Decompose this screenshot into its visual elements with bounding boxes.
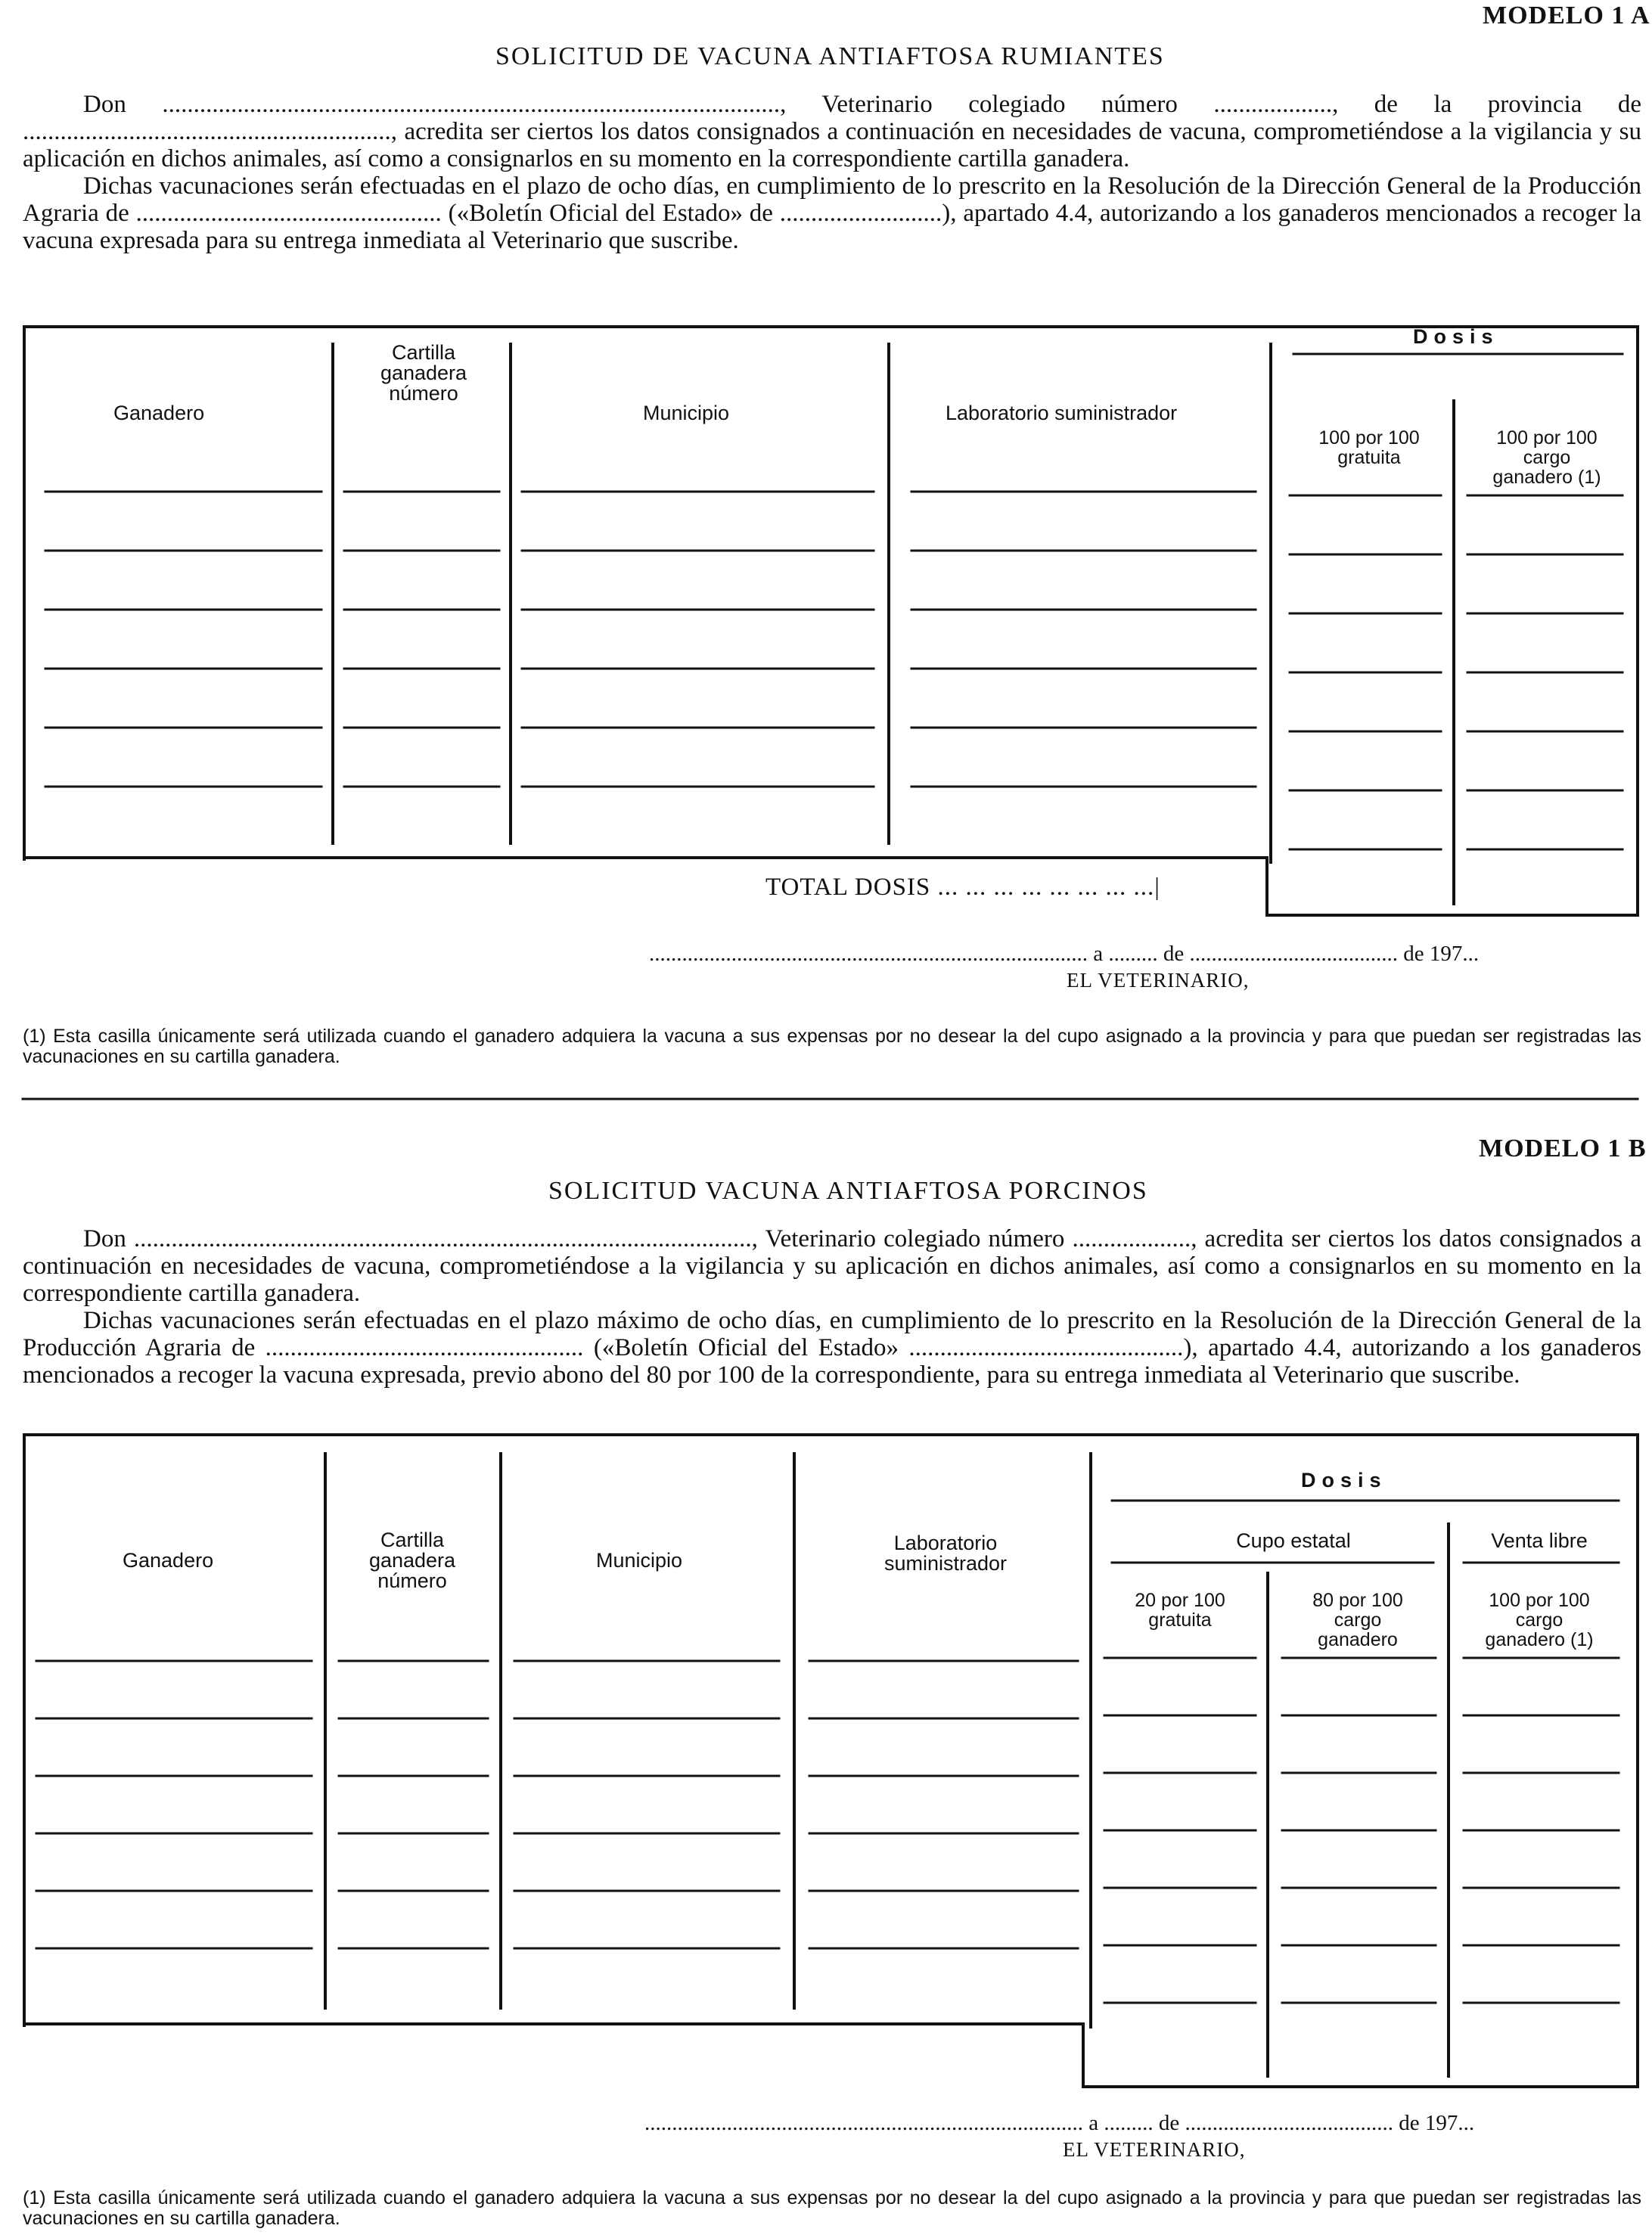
modelo-a-paragraph-2: Dichas vacunaciones serán efectuadas en el plazo de ocho días, en cumplimiento de lo prescrito en la Resolución de la Dirección General de la Producción Agraria de ................................................. («Boletín Oficial del Estado» de ..........................), apartado 4.4, autorizando a los ganaderos mencionados a recoger la vacuna expresada para su entrega inmediata al Veterinario que suscribe. — [23, 172, 1641, 254]
table-a-header-laboratorio: Laboratorio suministrador — [946, 402, 1178, 424]
modelo-a-paragraph-1: Don ..................................................................................................., Veterinario colegiado número ..................., de la provincia de ..........................................................., acredita ser ciertos los datos consignados a continuación en necesidades de vacuna, comprometiéndose a la vigilancia y su aplicación en dichos animales, así como a consignarlos en su momento en la correspondiente cartilla ganadera. — [23, 91, 1641, 172]
modelo-a-title: SOLICITUD DE VACUNA ANTIAFTOSA RUMIANTES — [495, 42, 1165, 70]
table-b-header-cartilla: Cartilla ganadera número — [368, 1529, 456, 1592]
modelo-b-label: MODELO 1 B — [1479, 1135, 1647, 1162]
modelo-b-footnote: (1) Esta casilla únicamente será utilizada cuando el ganadero adquiera la vacuna a sus expensas por no desear la del cupo asignado a la provincia y para que puedan ser registradas las vacunaciones en su cartilla ganadera. — [23, 2187, 1641, 2229]
table-b-header-cupo-estatal: Cupo estatal — [1236, 1529, 1351, 1552]
table-a-header-cargo: 100 por 100 cargo ganadero (1) — [1492, 427, 1601, 488]
modelo-a-footnote: (1) Esta casilla únicamente será utilizada cuando el ganadero adquiera la vacuna a sus expensas por no desear la del cupo asignado a la provincia y para que puedan ser registradas las vacunaciones en su cartilla ganadera. — [23, 1026, 1641, 1067]
table-a-header-gratuita: 100 por 100 gratuita — [1318, 427, 1420, 468]
modelo-a-signature-label: EL VETERINARIO, — [1067, 969, 1250, 992]
table-b-header-ganadero: Ganadero — [123, 1549, 214, 1572]
table-b-header-cargo-80: 80 por 100 cargo ganadero — [1312, 1590, 1403, 1650]
table-a-header-cartilla: Cartilla ganadera número — [380, 341, 467, 405]
table-b-header-dosis: Dosis — [1301, 1469, 1387, 1491]
modelo-a-label: MODELO 1 A — [1483, 2, 1650, 29]
modelo-b-signature-line: ................................................................................ a ......... de ...................................... de 197... — [644, 2111, 1475, 2135]
modelo-b-paragraph-2: Dichas vacunaciones serán efectuadas en el plazo máximo de ocho días, en cumplimiento de lo prescrito en la Resolución de la Dirección General de la Producción Agraria de ................................................... («Boletín Oficial del Estado» ............................................), apartado 4.4, autorizando a los ganaderos mencionados a recoger la vacuna expresada, previo abono del 80 por 100 de la correspondiente, para su entrega inmediata al Veterinario que suscribe. — [23, 1307, 1641, 1389]
table-a-header-ganadero: Ganadero — [113, 402, 205, 424]
modelo-b-signature-label: EL VETERINARIO, — [1063, 2138, 1246, 2161]
table-a-entry-rules — [45, 492, 1622, 849]
table-a-header-dosis: Dosis — [1413, 325, 1499, 348]
table-b-header-municipio: Municipio — [596, 1549, 683, 1572]
modelo-b-paragraph-1: Don ..................................................................................................., Veterinario colegiado número ..................., acredita ser ciertos los datos consignados a continuación en necesidades de vacuna, comprometiéndose a la vigilancia y su aplicación en dichos animales, así como a consignarlos en su momento en la correspondiente cartilla ganadera. — [23, 1225, 1641, 1307]
table-a-total-dosis: TOTAL DOSIS ... ... ... ... ... ... ... ...| — [765, 874, 1160, 901]
table-b-header-cargo-100: 100 por 100 cargo ganadero (1) — [1485, 1590, 1594, 1650]
modelo-b-title: SOLICITUD VACUNA ANTIAFTOSA PORCINOS — [548, 1177, 1148, 1205]
table-a-header-municipio: Municipio — [643, 402, 730, 424]
table-b-header-laboratorio: Laboratorio suministrador — [883, 1532, 1008, 1575]
modelo-a-signature-line: ................................................................................ a ......... de ...................................... de 197... — [649, 942, 1480, 966]
table-b-entry-rules — [36, 1658, 1619, 2003]
table-b-header-gratuita: 20 por 100 gratuita — [1135, 1590, 1225, 1631]
table-b-header-venta-libre: Venta libre — [1491, 1529, 1588, 1552]
